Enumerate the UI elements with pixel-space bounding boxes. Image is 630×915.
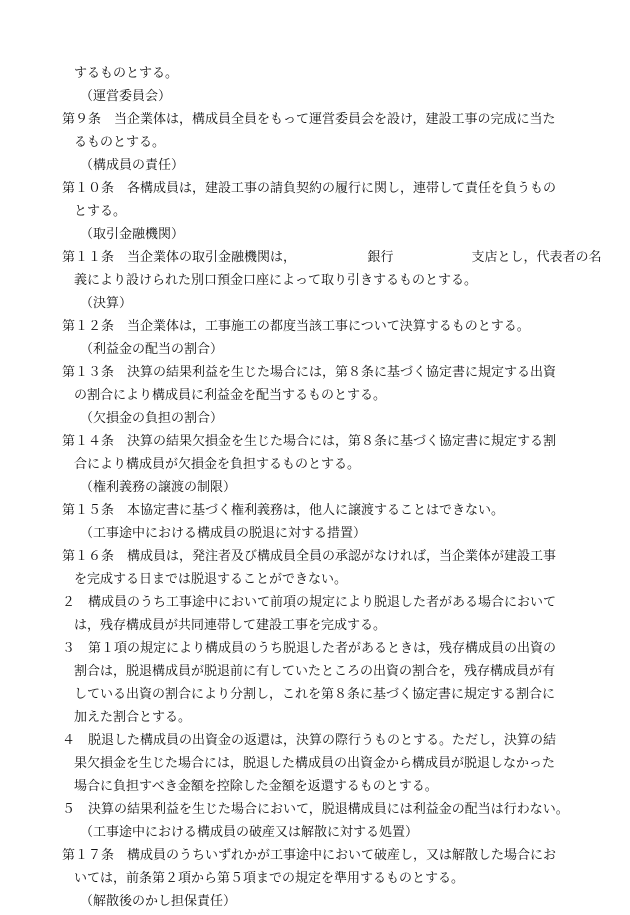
paragraph-text: ２ 構成員のうち工事途中において前項の規定により脱退した者がある場合において bbox=[62, 595, 557, 610]
text-line: とする。 bbox=[74, 204, 127, 219]
article-heading: （取引金融機関） bbox=[80, 227, 185, 242]
text-line: 義により設けられた別口預金口座によって取り引きするものとする。 bbox=[74, 273, 478, 288]
article-text: 第１４条 決算の結果欠損金を生じた場合には，第８条に基づく協定書に規定する割 bbox=[62, 434, 557, 449]
article-text: 第１２条 当企業体は，工事施工の都度当該工事について決算するものとする。 bbox=[62, 319, 530, 334]
article-heading: （権利義務の譲渡の制限） bbox=[80, 480, 237, 495]
text-line: している出資の割合により分割し，これを第８条に基づく協定書に規定する割合に bbox=[74, 687, 556, 702]
article-text: 第１７条 構成員のうちいずれかが工事途中において破産し，又は解散した場合にお bbox=[62, 848, 557, 863]
text-line: いては，前条第２項から第５項までの規定を準用するものとする。 bbox=[74, 871, 465, 886]
article-heading: （運営委員会） bbox=[80, 89, 172, 104]
text-line: 果欠損金を生じた場合には，脱退した構成員の出資金から構成員が脱退しなかった bbox=[74, 756, 556, 771]
text-line: 割合は，脱退構成員が脱退前に有していたところの出資の割合を，残存構成員が有 bbox=[74, 664, 556, 679]
article-heading: （解散後のかし担保責任） bbox=[80, 894, 237, 909]
article-heading: （工事途中における構成員の破産又は解散に対する処置） bbox=[80, 825, 419, 840]
article-text: 第１３条 決算の結果利益を生じた場合には，第８条に基づく協定書に規定する出資 bbox=[62, 365, 557, 380]
paragraph-text: ３ 第１項の規定により構成員のうち脱退した者があるときは，残存構成員の出資の bbox=[62, 641, 557, 656]
text-line: るものとする。 bbox=[74, 135, 166, 150]
text-line: の割合により構成員に利益金を配当するものとする。 bbox=[74, 388, 387, 403]
paragraph-text: ５ 決算の結果利益を生じた場合において，脱退構成員には利益金の配当は行わない。 bbox=[62, 802, 569, 817]
article-heading: （構成員の責任） bbox=[80, 158, 185, 173]
article-text: 第１５条 本協定書に基づく権利義務は，他人に譲渡することはできない。 bbox=[62, 503, 505, 518]
article-text: 第１６条 構成員は，発注者及び構成員全員の承認がなければ，当企業体が建設工事 bbox=[62, 549, 557, 564]
text-line: は，残存構成員が共同連帯して建設工事を完成する。 bbox=[74, 618, 387, 633]
article-heading: （利益金の配当の割合） bbox=[80, 342, 224, 357]
text-line: 場合に負担すべき金額を控除した金額を返還するものとする。 bbox=[74, 779, 438, 794]
text-line: するものとする。 bbox=[74, 66, 179, 81]
text-line: 合により構成員が欠損金を負担するものとする。 bbox=[74, 457, 361, 472]
article-text: 第１０条 各構成員は，建設工事の請負契約の履行に関し，連帯して責任を負うもの bbox=[62, 181, 557, 196]
article-heading: （工事途中における構成員の脱退に対する措置） bbox=[80, 526, 367, 541]
text-line: 加えた割合とする。 bbox=[74, 710, 192, 725]
article-text: 第１１条 当企業体の取引金融機関は， 銀行 支店とし，代表者の名 bbox=[62, 250, 602, 265]
article-heading: （欠損金の負担の割合） bbox=[80, 411, 224, 426]
text-line: を完成する日までは脱退することができない。 bbox=[74, 572, 348, 587]
article-text: 第９条 当企業体は，構成員全員をもって運営委員会を設け，建設工事の完成に当た bbox=[62, 112, 556, 127]
paragraph-text: ４ 脱退した構成員の出資金の返還は，決算の際行うものとする。ただし，決算の結 bbox=[62, 733, 557, 748]
article-heading: （決算） bbox=[80, 296, 133, 311]
